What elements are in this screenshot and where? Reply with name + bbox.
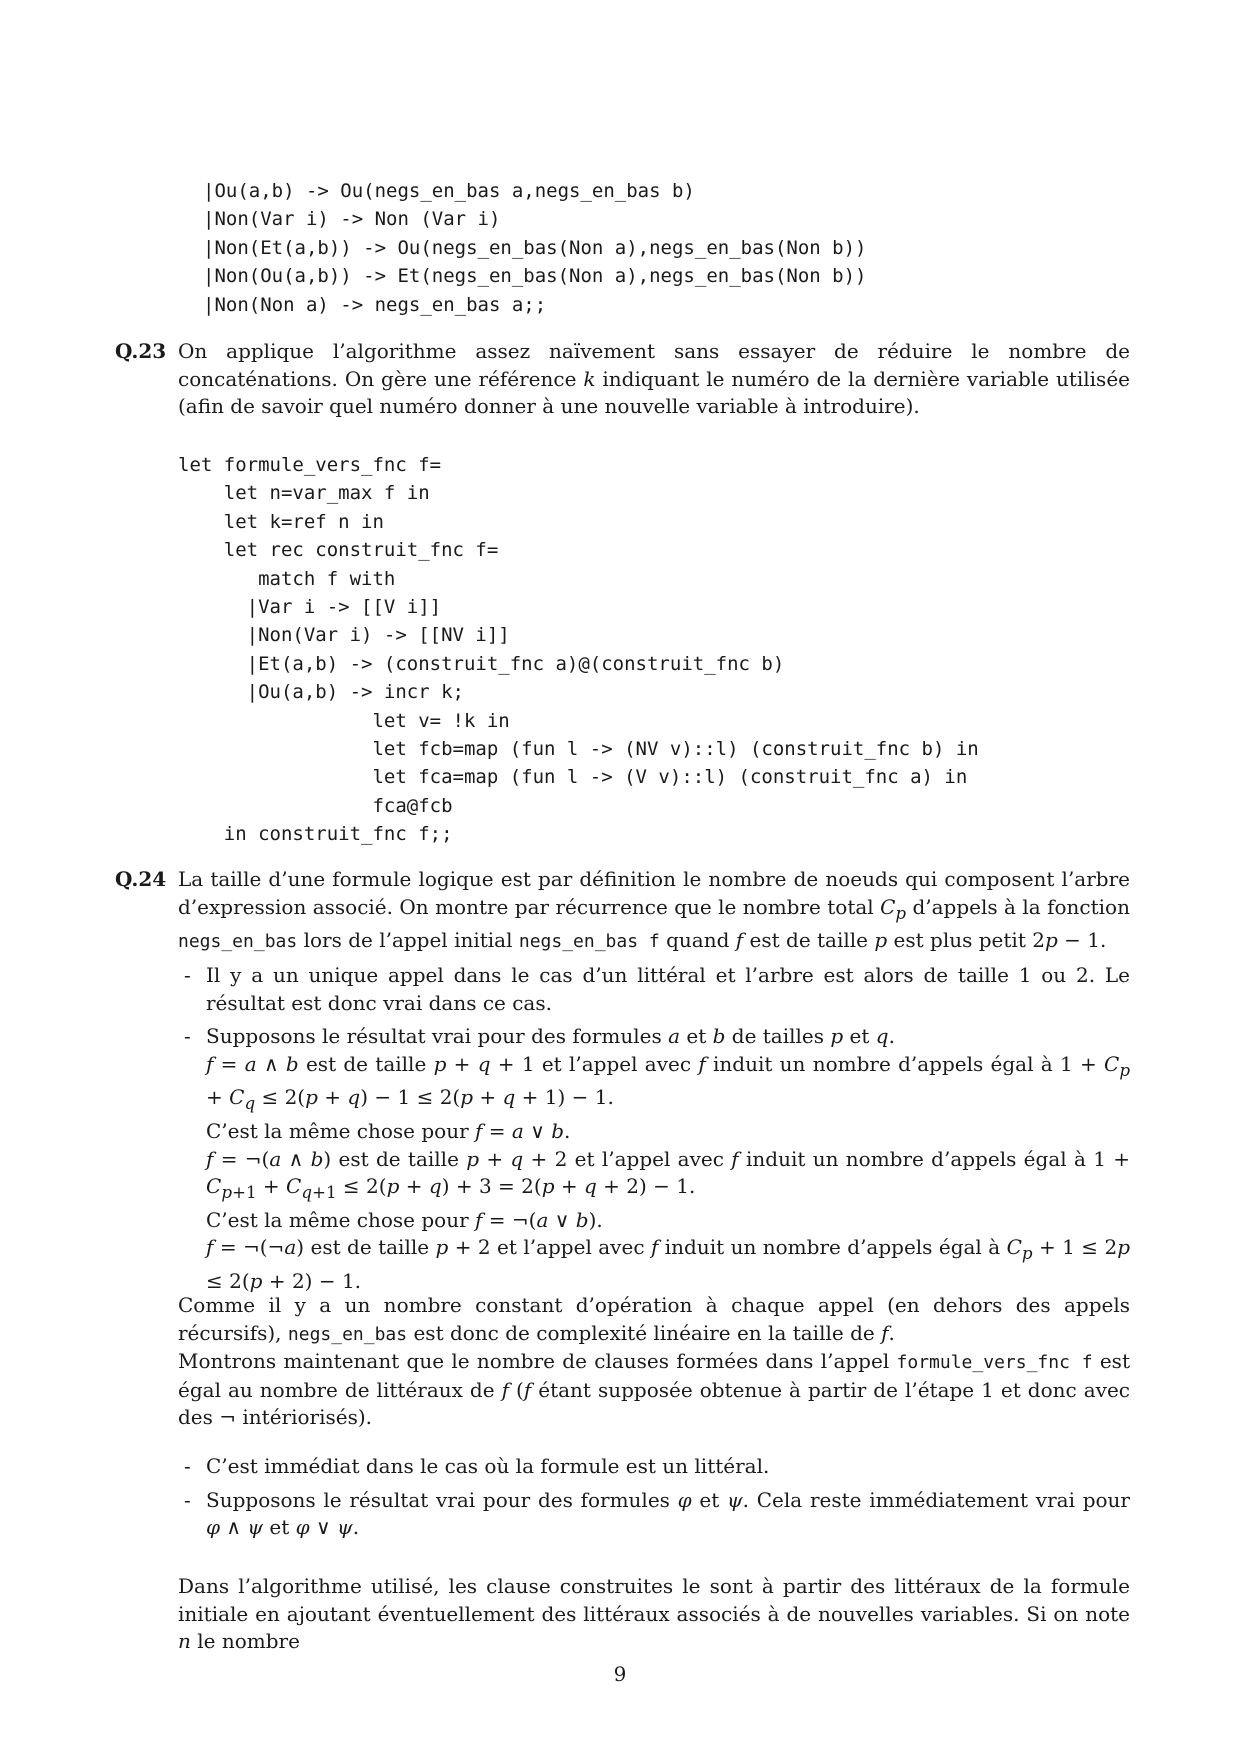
list-item bbox=[184, 962, 1130, 1017]
bullet-dash: - bbox=[184, 1487, 191, 1512]
bullet-text-literal: C’est immédiat dans le cas où la formule est un littéral. bbox=[206, 1454, 770, 1478]
list-item bbox=[184, 1487, 1130, 1542]
q24-paragraph-intro: La taille d’une formule logique est par définition le nombre de noeuds qui composent l’arbre d’expression associé. On montre par récurrence que le nombre total $C_p$ d’appels à la fonction negs_en_bas lors de l’appel initial negs_en_bas f quand f est de taille p est plus petit 2p − 1. bbox=[178, 867, 1130, 953]
bullet-list-calls bbox=[184, 962, 1131, 1296]
q24-paragraph-final: Dans l’algorithme utilisé, les clause construites le sont à partir des littéraux de la formule initiale en ajoutant éventuellement des littéraux associés à de nouvelles variables. Si on note n le nombre bbox=[178, 1574, 1130, 1654]
bullet-dash: - bbox=[184, 1454, 191, 1478]
list-item bbox=[184, 1023, 1131, 1295]
bullet-text-induction: Supposons le résultat vrai pour des formules a et b de tailles p et q. f = a ∧ b est de taille p + q + 1 et l’appel avec f induit un nombre d’appels égal à $1 + C_p + C_q \le 2(p + q) - 1 \le 2(p + q + 1) - 1$. C’est la même chose pour f = a ∨ b. f = ¬(a ∧ b) est de taille p + q + 2 et l’appel avec f induit un nombre d’appels égal à $1 + C_{p+1} + C_{q+1} \le 2(p + q) + 3 = 2(p + q + 2) - 1$. C’est la même chose pour f = ¬(a ∨ b). f = ¬(¬a) est de taille p + 2 et l’appel avec f induit un nombre d’appels égal à $C_p + 1 \le 2p \le 2(p + 2) - 1$. bbox=[206, 1024, 1131, 1293]
page-number: 9 bbox=[613, 1662, 627, 1686]
question-label-q23: Q.23 bbox=[115, 339, 167, 363]
code-block-formule-vers-fnc: let formule_vers_fnc f= let n=var_max f in let k=ref n in let rec construit_fnc f= match f with |Var i -> [[V i]] |Non(Var i) -> [[NV i]] |Et(a,b) -> (construit_fnc a)@(construit_fnc b) |Ou(a,b) -> incr k; let v= !k in let fcb=map (fun l -> (NV v)::l) (construit_fnc b) in let fca=map (fun l -> (V v)::l) (construit_fnc a) in fca@fcb in construit_fnc f;; bbox=[178, 454, 979, 846]
q24-paragraph-complexity: Comme il y a un nombre constant d’opération à chaque appel (en dehors des appels récursifs), negs_en_bas est donc de complexité linéaire en la taille de f. Montrons maintenant que le nombre de clauses formées dans l’appel formule_vers_fnc f est égal au nombre de littéraux de f (f étant supposée obtenue à partir de l’étape 1 et donc avec des ¬ intériorisés). bbox=[178, 1293, 1130, 1430]
bullet-dash: - bbox=[184, 963, 191, 987]
bullet-list-clauses bbox=[184, 1453, 1130, 1542]
list-item bbox=[184, 1453, 1130, 1481]
bullet-dash: - bbox=[184, 1024, 191, 1049]
bullet-text-phi-psi: Supposons le résultat vrai pour des formules φ et ψ. Cela reste immédiatement vrai pour φ ∧ ψ et φ ∨ ψ. bbox=[206, 1487, 1130, 1540]
q23-paragraph: On applique l’algorithme assez naïvement sans essayer de réduire le nombre de concaténations. On gère une référence k indiquant le numéro de la dernière variable utilisée (afin de savoir quel numéro donner à une nouvelle variable à introduire). bbox=[178, 339, 1130, 419]
code-block-negs-en-bas: |Ou(a,b) -> Ou(negs_en_bas a,negs_en_bas b) |Non(Var i) -> Non (Var i) |Non(Et(a,b)) -> Ou(negs_en_bas(Non a),negs_en_bas(Non b)) |Non(Ou(a,b)) -> Et(negs_en_bas(Non a),negs_en_bas(Non b)) |Non(Non a) -> negs_en_bas a;; bbox=[203, 180, 867, 316]
question-label-q24: Q.24 bbox=[115, 867, 167, 891]
bullet-text-literal-case: Il y a un unique appel dans le cas d’un littéral et l’arbre est alors de taille 1 ou 2. Le résultat est donc vrai dans ce cas. bbox=[206, 963, 1130, 1015]
